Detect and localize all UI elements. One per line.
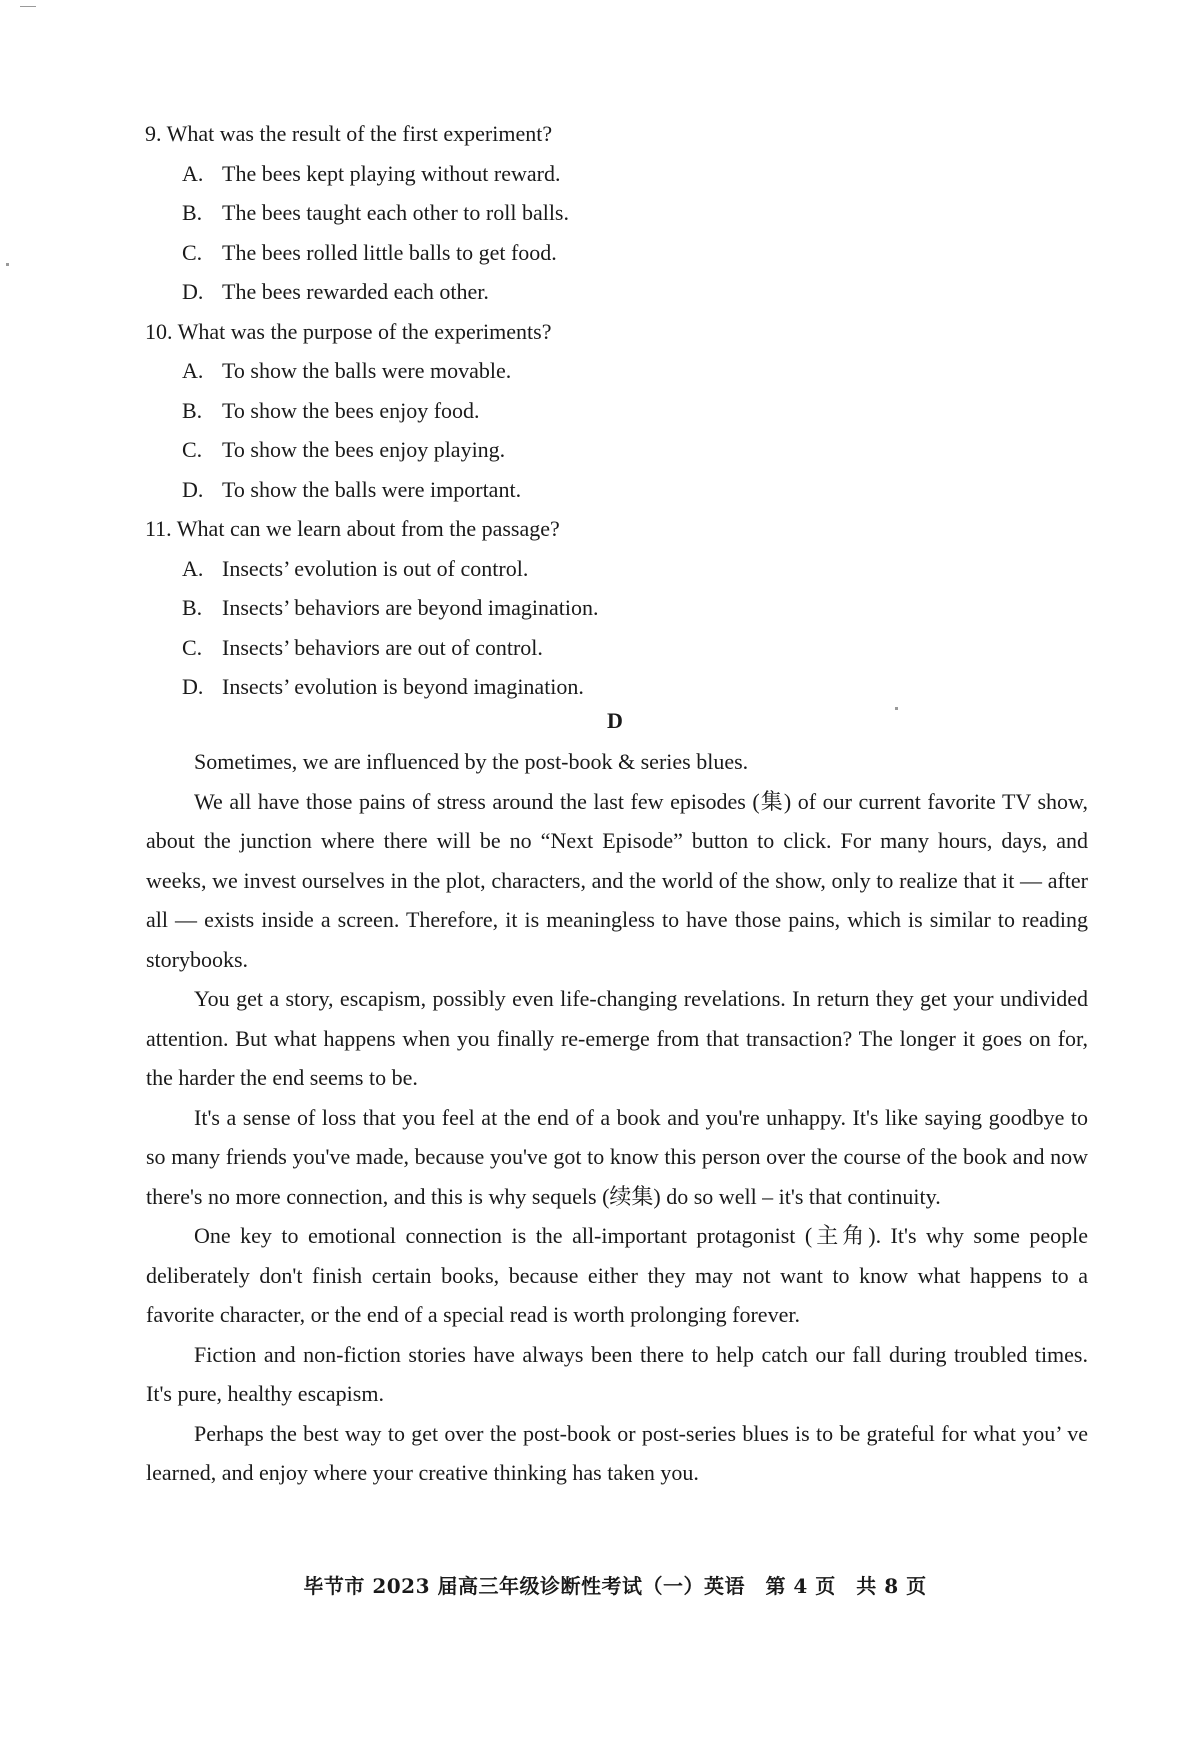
passage-paragraph: One key to emotional connection is the all-important protagonist (主角). It's why some people deliberately don't finish certain books, because either they may not want to know what happens to a favorite character, or the end of a special read is worth prolonging forever. <box>146 1223 1088 1327</box>
option-letter: C. <box>182 239 203 265</box>
option-text: The bees rolled little balls to get food. <box>222 239 557 265</box>
option-b <box>145 193 1105 233</box>
option-letter: D. <box>182 279 204 304</box>
option-letter: C. <box>182 437 203 462</box>
question-9 <box>145 114 1105 312</box>
passage-paragraph: You get a story, escapism, possibly even life-changing revelations. In return they get your undivided attention. But what happens when you finally re-emerge from that transaction? The longer it goes on for, the harder the end seems to be. <box>146 986 1088 1090</box>
option-b <box>145 588 1105 628</box>
option-letter: A. <box>182 555 204 581</box>
question-number: 10. <box>145 318 173 344</box>
question-stem <box>145 509 1105 549</box>
option-letter: A. <box>182 358 204 383</box>
option-c <box>145 233 1105 273</box>
question-11 <box>145 509 1105 707</box>
passage-paragraph: Fiction and non-fiction stories have always been there to help catch our fall during troubled times. It's pure, healthy escapism. <box>146 1341 1088 1406</box>
option-text: To show the balls were movable. <box>222 358 512 383</box>
question-number: 9. <box>145 121 162 146</box>
option-text: To show the bees enjoy food. <box>222 397 480 423</box>
question-number: 11. <box>145 516 172 541</box>
passage-paragraph: It's a sense of loss that you feel at the end of a book and you're unhappy. It's like saying goodbye to so many friends you've made, because you've got to know this person over the course of the book and now there's no more connection, and this is why sequels (续集) do so well – it's that continuity. <box>146 1104 1088 1209</box>
option-letter: D. <box>182 476 204 502</box>
passage-paragraph: Sometimes, we are influenced by the post-book & series blues. <box>194 749 749 774</box>
option-a <box>145 549 1105 589</box>
question-text: What was the result of the first experiment? <box>166 121 553 146</box>
section-heading: D <box>607 708 623 733</box>
option-letter: B. <box>182 595 203 620</box>
option-text: Insects’ behaviors are beyond imagination. <box>222 595 599 620</box>
question-stem <box>145 114 1105 154</box>
option-letter: B. <box>182 397 203 423</box>
option-d <box>145 470 1105 510</box>
scan-mark-left <box>6 263 9 266</box>
option-c <box>145 628 1105 668</box>
option-c <box>145 430 1105 470</box>
option-text: To show the bees enjoy playing. <box>222 437 506 462</box>
question-text: What can we learn about from the passage? <box>176 516 560 541</box>
option-a <box>145 154 1105 194</box>
reading-passage <box>146 742 1088 1493</box>
question-text: What was the purpose of the experiments? <box>177 318 552 344</box>
option-text: The bees kept playing without reward. <box>222 160 561 186</box>
option-a <box>145 351 1105 391</box>
question-stem <box>145 312 1105 352</box>
scan-mark-top <box>20 6 36 7</box>
option-d <box>145 272 1105 312</box>
option-text: To show the balls were important. <box>222 476 522 502</box>
option-text: Insects’ evolution is beyond imagination. <box>222 674 584 699</box>
option-letter: D. <box>182 674 204 699</box>
option-text: Insects’ behaviors are out of control. <box>222 634 543 660</box>
passage-paragraph: We all have those pains of stress around the last few episodes (集) of our current favorite TV show, about the junction where there will be no “Next Episode” button to click. For many hours, days, and weeks, we invest ourselves in the plot, characters, and the world of the show, only to realize that it — after all — exists inside a screen. Therefore, it is meaningless to have those pains, which is similar to reading storybooks. <box>146 788 1088 972</box>
option-letter: B. <box>182 200 203 225</box>
option-text: The bees rewarded each other. <box>222 279 489 304</box>
option-letter: A. <box>182 160 204 186</box>
question-list <box>145 114 1105 707</box>
option-letter: C. <box>182 634 203 660</box>
page-footer: 毕节市 2023 届高三年级诊断性考试（一）英语 第 4 页 共 8 页 <box>303 1574 927 1598</box>
option-b <box>145 391 1105 431</box>
option-d <box>145 667 1105 707</box>
question-10 <box>145 312 1105 510</box>
option-text: The bees taught each other to roll balls. <box>222 200 569 225</box>
passage-paragraph: Perhaps the best way to get over the post-book or post-series blues is to be grateful for what you’ ve learned, and enjoy where your creative thinking has taken you. <box>146 1420 1088 1485</box>
option-text: Insects’ evolution is out of control. <box>222 555 529 581</box>
